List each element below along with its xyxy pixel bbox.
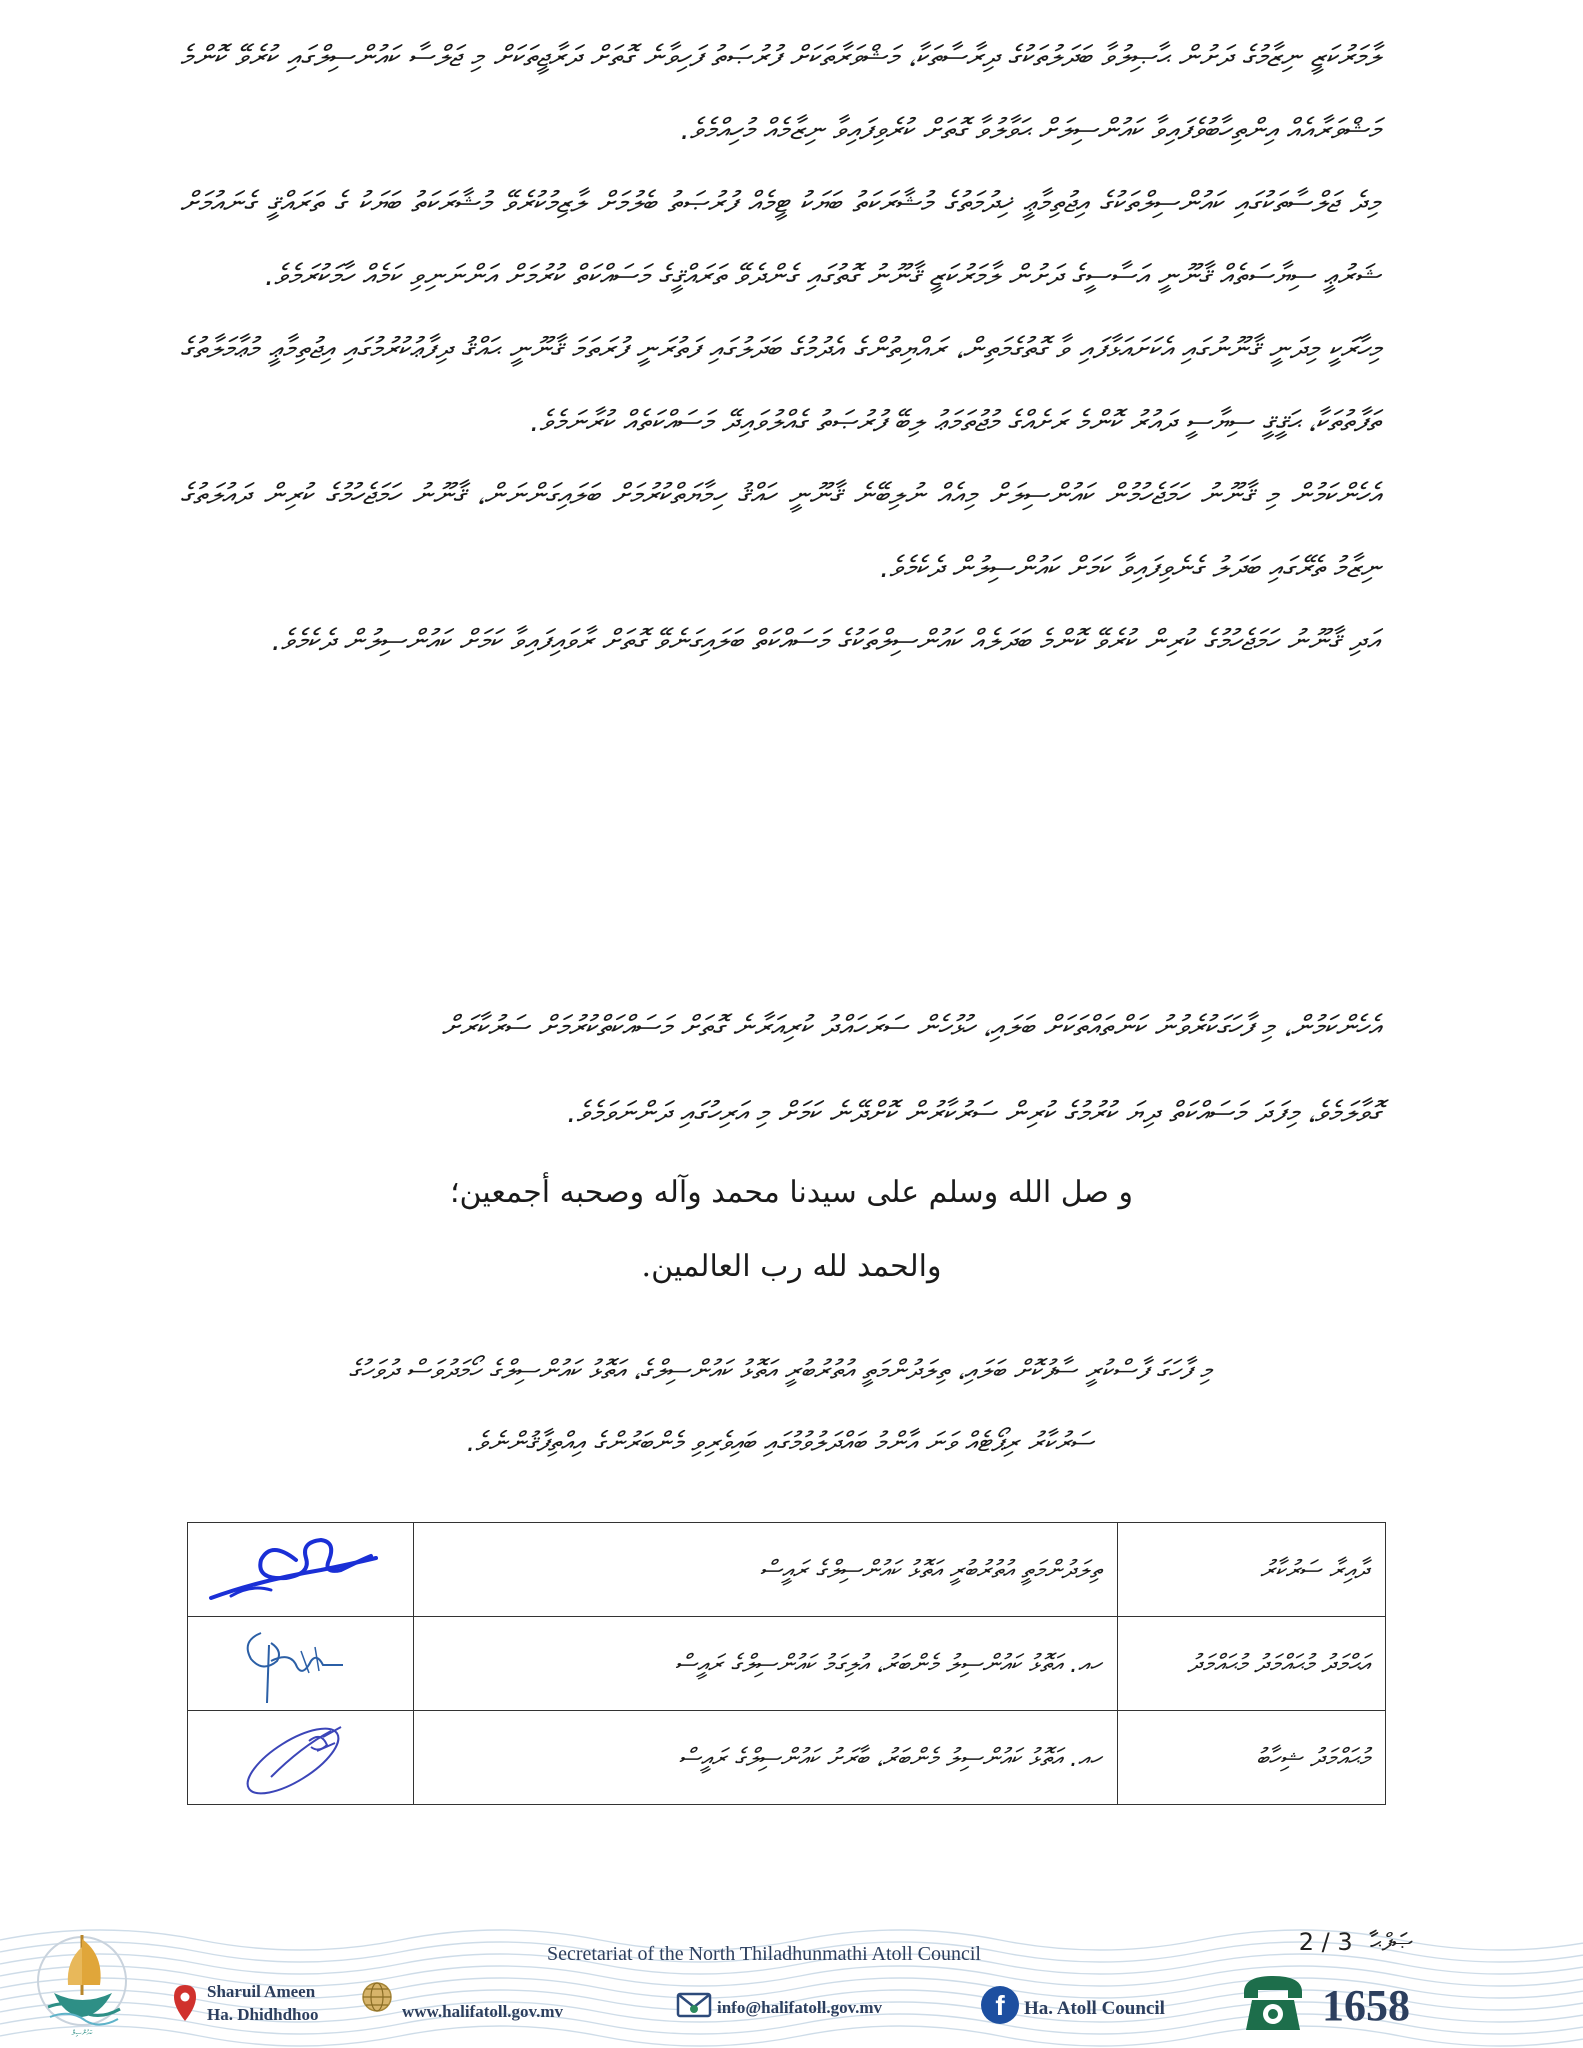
address-line-2: Ha. Dhidhdhoo — [207, 2005, 319, 2024]
signature-image — [188, 1523, 414, 1617]
statement-line-1: މި ފާހަގަ ފާސްކުރީ ސާފުކޮށް ބަލައި، ތިލަދުންމަތީ އުތުރުބުރީ އަތޮޅު ކައުންސިލްގެ، އަތޮޅު ކައުންސިލްގެ ހޯމަދުވަސް ދުވަހުގެ — [348, 1355, 1212, 1386]
table-row — [188, 1523, 1386, 1617]
body-paragraph-1: ލާމަރުކަޒީ ނިޒާމުގެ ދަށުން ޙާޞިލުވާ ބަދަލުތަކުގެ ދިރާސާތަކާ، މަޝްވަރާތަކަށް ފުރުޞަތު ފަހިވާނެ ގޮތަށް ދަރާޖީތަކަށް މި ޖަލްސާ ކައުންސިލްގައި ކުރެވޭ ކޮންމެ މަޝްވަރާއެއް އިންތިހާބުވެފައިވާ ކައުންސިލަށް ޙަވާލުވާ ގޮތަށް ކުރެވިފައިވާ ނިޒާމެއް މުހިއްމެވެ. — [180, 39, 1380, 146]
approval-statement — [200, 1335, 1360, 1479]
page-number — [1299, 1928, 1413, 1956]
svg-text:f: f — [995, 1990, 1005, 2021]
signature-3-icon — [231, 1717, 371, 1799]
body-paragraph-4: އެހެންކަމުން މި ޤާނޫނު ހަމަޖެހުމުން ކައުންސިލަށް މިއެއް ނުލިބޭނެ ޤާނޫނީ ހައްޤު ހިމާޔަތްކުރުމަށް ބަލައިގަންނަން، ޤާނޫނު ހަމަޖެހުމުގެ ކުރިން ދައުލަތުގެ ނިޒާމު ތެރޭގައި ބަދަލު ގެނެވިފައިވާ ކަމަށް ކައުންސިލުން ދެކެމެވެ. — [180, 477, 1380, 584]
signature-table — [187, 1522, 1386, 1805]
page-number-value: 2 / 3 — [1298, 1928, 1353, 1956]
website-link[interactable]: www.halifatoll.gov.mv — [402, 2002, 564, 2021]
arabic-salutation: و صل الله وسلم على سيدنا محمد وآله وصحبه أجمعين؛ — [450, 1175, 1133, 1210]
letter-body — [180, 20, 1380, 677]
closing-paragraph — [290, 983, 1380, 1155]
page-label: ޞަފްޙާ — [1370, 1928, 1413, 1956]
council-logo-icon — [30, 1925, 135, 2040]
phone-number: 1658 — [1322, 1981, 1410, 2030]
table-row — [188, 1711, 1386, 1805]
email-link[interactable]: info@halifatoll.gov.mv — [717, 1998, 883, 2017]
signatory-name: ދާއިރާ ސަރުކާރު — [1118, 1523, 1386, 1617]
table-row — [188, 1617, 1386, 1711]
signatory-role: ހއ. އަތޮޅު ކައުންސިލު މެންބަރު، ބާރަށު ކައުންސިލްގެ ރައީސް — [414, 1711, 1118, 1805]
signatory-name: އަޙްމަދު މުޙައްމަދު މުޙައްމަދު — [1118, 1617, 1386, 1711]
facebook-link[interactable]: Ha. Atoll Council — [1024, 1998, 1165, 2019]
globe-icon — [360, 1980, 394, 2014]
email-icon — [676, 1990, 712, 2020]
signature-1-icon — [201, 1530, 401, 1610]
closing-line-2: ގޮވާލަމެވެ، މިފަދަ މަސައްކަތް ދިޔަ ކުރުމުގެ ކުރިން ސަރުކާރުން ކޮށްދޭނެ ކަމަށް މި އަރިހުގައި ދަންނަވަމެވެ. — [567, 1095, 1380, 1129]
address-line-1: Sharuil Ameen — [207, 1982, 316, 2001]
closing-line-1: އެހެންކަމުން، މި ފާހަގަކުރެވުނު ކަންތައްތަކަށް ބަލައި، ހުޅުހެން ސަރަހައްދު ކުރިއަރާނެ ގޮތަށް މަސައްކަތްކުރުމަށް ސަރުކާރަށް — [441, 1009, 1380, 1043]
facebook-icon — [980, 1985, 1020, 2025]
telephone-icon — [1238, 1970, 1308, 2036]
logo-caption: ކައުންސިލް — [71, 2029, 93, 2037]
arabic-praise: والحمد لله رب العالمين. — [641, 1249, 942, 1284]
signature-image — [188, 1617, 414, 1711]
signature-image — [188, 1711, 414, 1805]
statement-line-2: ސަރުކާރު ރިޕޯޓެއް ވަނަ އާންމު ބައްދަލުވުމުގައި ބައިވެރިވި މެންބަރުންގެ އިއްތިފާޤުންނެވެ. — [466, 1427, 1094, 1458]
body-paragraph-2: މިދެ ޖަލްސާތަކުގައި ކައުންސިލްތަކުގެ އިޖުތިމާޢީ ޚިދުމަތުގެ މުޝާރަކަތު ބަޔަކު ޓީމެއް ފުރުޞަތު ބެލުމަށް ލާޒިމުކުރެވޭ މުޝާރަކަތު ބަޔަކު ގެ ތަރައްޤީ ގެނައުމަށް ޝަރުޢީ ސިޔާސަތެއް ޤާނޫނީ އަސާސީގެ ދަށުން ލާމަރުކަޒީ ޤާނޫނު ގޮތުގައި ގެންދެވޭ ތަރައްޤީގެ މަސައްކަތް ކުރުމަށް އަންނަނިވި ކަމެއް ހާމަކުރަމެވެ. — [180, 185, 1380, 292]
secretariat-name: Secretariat of the North Thiladhunmathi Atoll Council — [547, 1943, 981, 1965]
body-paragraph-5: އަދި ޤާނޫނު ހަމަޖެހުމުގެ ކުރިން ކުރެވޭ ކޮންމެ ބަދަލެއް ކައުންސިލްތަކުގެ މަސައްކަތް ބަލައިގަނެވޭ ގޮތަށް ރާވައިފައިވާ ކަމަށް ކައުންސިލުން ދެކެމެވެ. — [271, 623, 1380, 657]
signature-2-icon — [231, 1621, 371, 1707]
signatory-role: ތިލަދުންމަތީ އުތުރުބުރީ އަތޮޅު ކައުންސިލްގެ ރައީސް — [414, 1523, 1118, 1617]
signatory-role: ހއ. އަތޮޅު ކައުންސިލު މެންބަރު، އުލިގަމު ކައުންސިލްގެ ރައީސް — [414, 1617, 1118, 1711]
signatory-name: މުޙައްމަދު ޝިހާބު — [1118, 1711, 1386, 1805]
body-paragraph-3: މިހާރަކީ މިދަނީ ޤާނޫނުގައި އެކަށައަޅާފައި ވާ ގޮތުގެމަތިން، ރައްޔިތުންގެ އެދުމުގެ ބަދަލުގައި ފަތުރަނީ ފުރަތަމަ ޤާނޫނީ ޙައްޤު ދިފާޢުކުރުމުގައި އިޖުތިމާޢީ މުޢާމަލާތުގެ ތަފާތުތަކާ، ޙަޤީޤީ ސިޔާސީ ދައުރު ކޮންމެ ރަށެއްގެ މުޖުތަމަޢު ލިބޭ ފުރުޞަތު ގެއްލުވައިދޭ މަސައްކަތެއް ކުރާނަމެވެ. — [180, 331, 1380, 438]
location-pin-icon — [172, 1983, 198, 2023]
